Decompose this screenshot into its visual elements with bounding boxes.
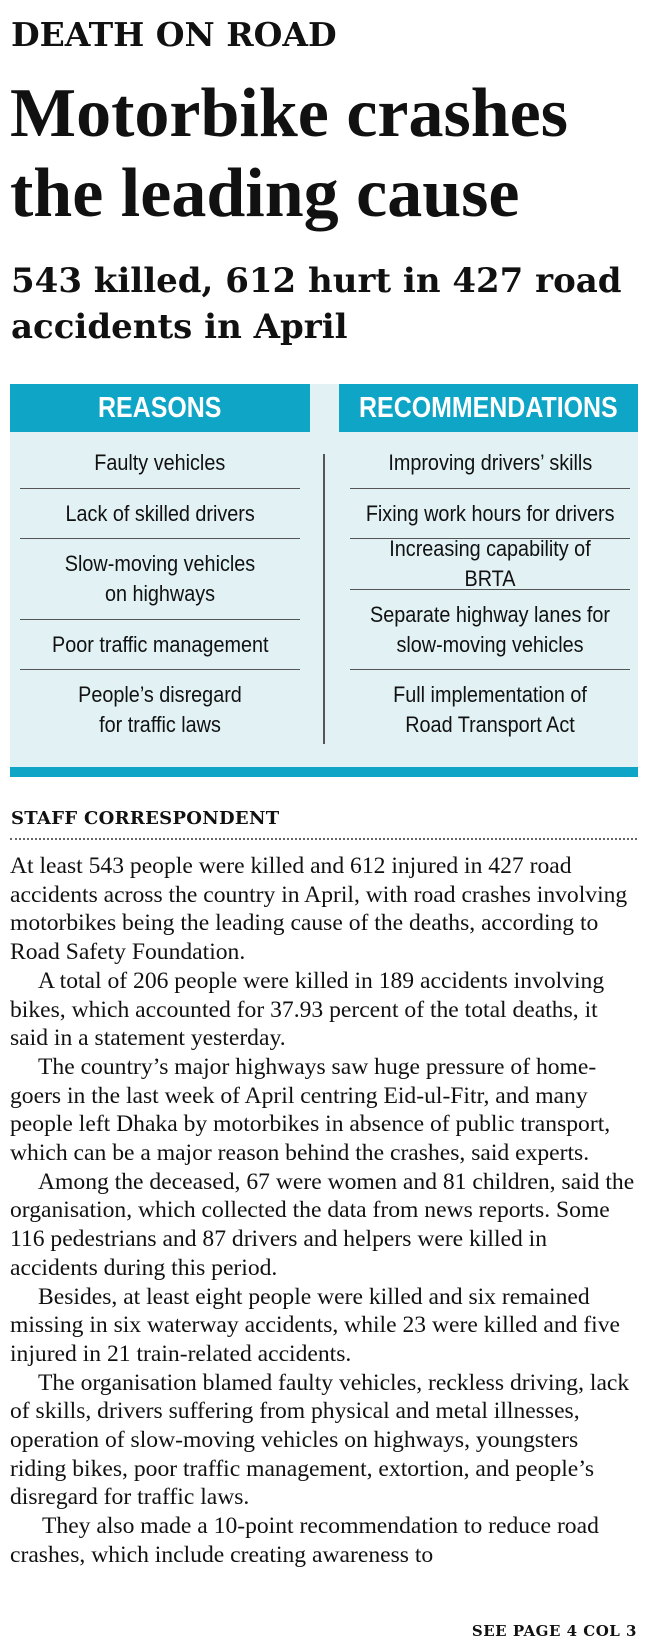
reasons-header — [10, 384, 310, 432]
recommendation-item — [350, 536, 630, 591]
body-paragraph: A total of 206 people were killed in 189 accidents involving bikes, which accounted for 37.93 percent of the total deaths, it said in a statement yesterday. — [10, 967, 605, 1052]
kicker: DEATH ON ROAD — [11, 15, 337, 54]
continuation-jump: SEE PAGE 4 COL 3 — [471, 1622, 637, 1640]
reason-item — [20, 539, 300, 620]
reason-item — [20, 438, 300, 489]
body-paragraph: Among the deceased, 67 were women and 81 children, said the organisation, which collected the data from news reports. Some 116 pedestrians and 87 drivers and helpers were killed in accidents during this period. — [10, 1168, 635, 1281]
deck-subheadline: 543 killed, 612 hurt in 427 road accidents in April — [11, 261, 622, 347]
reason-item — [20, 670, 300, 750]
reason-item — [20, 489, 300, 539]
reasons-header-label: REASONS — [98, 391, 222, 424]
reason-text: Faulty vehicles — [94, 450, 226, 475]
headline: Motorbike crashes the leading cause — [10, 75, 568, 232]
recommendation-item — [350, 590, 630, 670]
byline: STAFF CORRESPONDENT — [11, 808, 280, 829]
dotted-divider — [10, 838, 637, 840]
body-paragraph: Besides, at least eight people were killed and six remained missing in six waterway accidents, while 23 were killed and five injured in 21 train-related accidents. — [10, 1283, 620, 1367]
body-paragraph: They also made a 10-point recommendation to reduce road crashes, which include creating awareness to — [10, 1513, 599, 1568]
recommendation-text: Improving drivers’ skills — [388, 450, 592, 475]
recommendation-text: Separate highway lanes for slow-moving vehicles — [370, 601, 610, 657]
body-paragraph: The country’s major highways saw huge pressure of home-goers in the last week of April centring Eid-ul-Fitr, and many people left Dhaka by motorbikes in absence of public transport, which can be a major reason behind the crashes, said experts. — [10, 1053, 611, 1167]
body-paragraph: At least 543 people were killed and 612 injured in 427 road accidents across the country in April, with road crashes involving motorbikes being the leading cause of the deaths, according to Road Safety Foundation. — [10, 853, 628, 966]
reason-text: Lack of skilled drivers — [65, 500, 255, 526]
recommendations-header-label: RECOMMENDATIONS — [359, 391, 618, 424]
reason-text: Poor traffic management — [51, 631, 269, 657]
reason-text: Slow-moving vehicles on highways — [64, 551, 256, 606]
recommendations-list — [350, 438, 630, 750]
recommendation-text: Fixing work hours for drivers — [365, 500, 615, 526]
recommendation-item — [350, 670, 630, 750]
reasons-list — [20, 438, 300, 750]
infobox-bottom-bar — [10, 767, 638, 777]
recommendation-text: Increasing capability of BRTA — [389, 536, 591, 591]
reason-item — [20, 620, 300, 670]
reasons-recommendations-infobox — [10, 384, 638, 777]
reason-text: People’s disregard for traffic laws — [78, 682, 242, 737]
recommendation-item — [350, 438, 630, 489]
recommendation-text: Full implementation of Road Transport Act — [393, 682, 587, 737]
body-paragraph: The organisation blamed faulty vehicles, reckless driving, lack of skills, drivers suffering from physical and metal illnesses, operation of slow-moving vehicles on highways, youngsters riding bikes, poor traffic management, extortion, and people’s disregard for traffic laws. — [10, 1369, 630, 1511]
recommendations-header — [339, 384, 638, 432]
article-body — [10, 852, 640, 1570]
recommendation-item — [350, 489, 630, 539]
column-divider — [323, 454, 325, 744]
